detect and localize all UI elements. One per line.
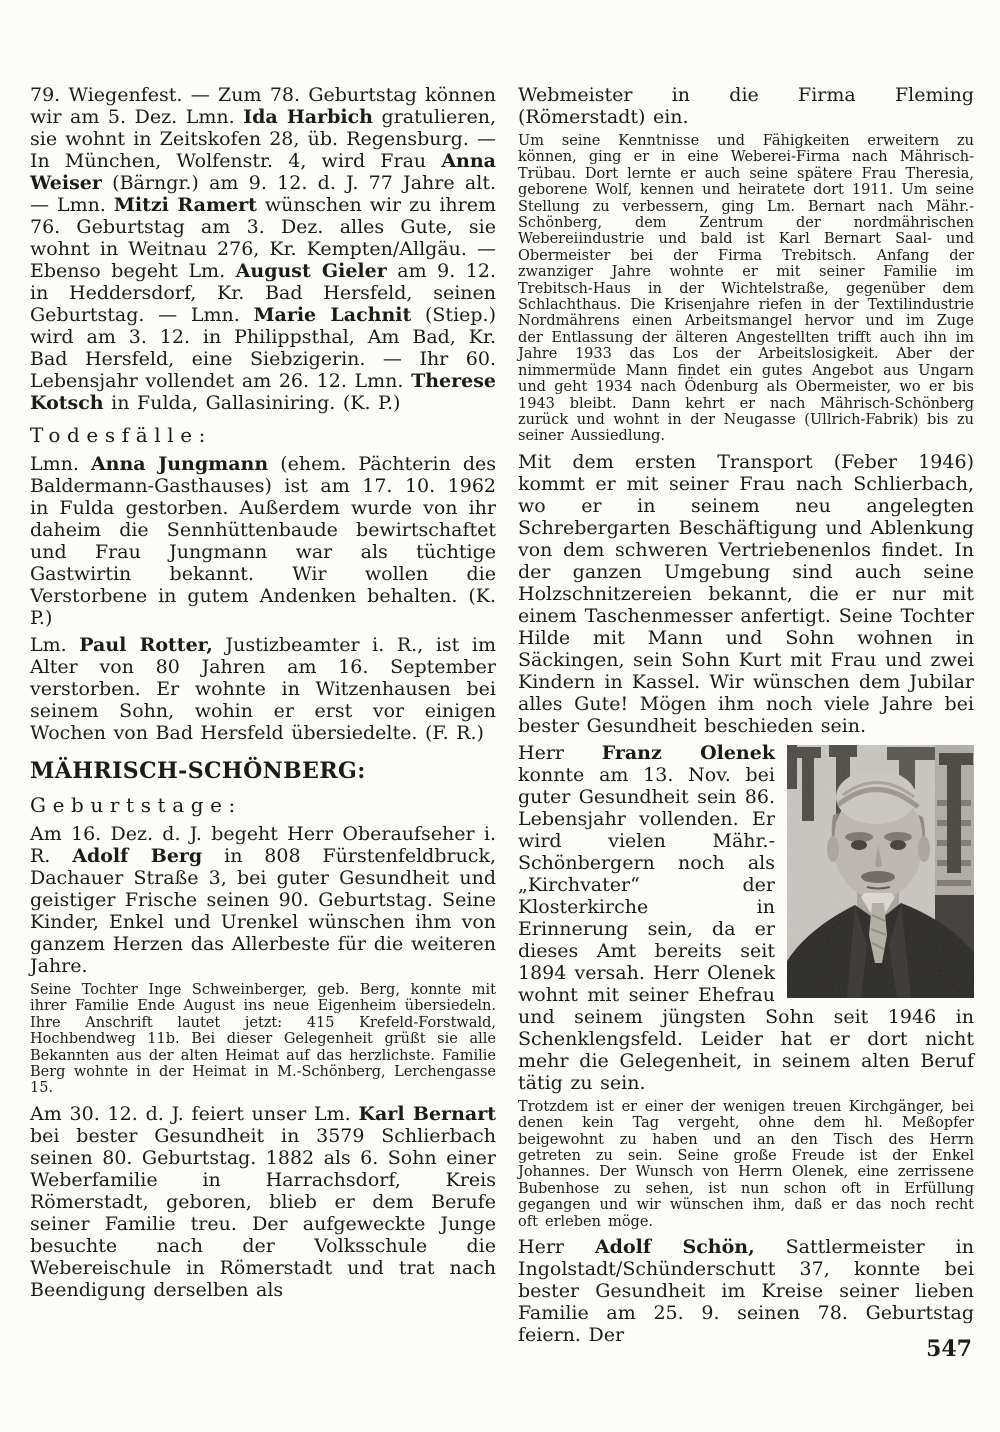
subsection-heading — [30, 793, 496, 817]
paragraph — [30, 453, 496, 629]
text-run: Geburtstage: — [30, 793, 242, 817]
text-run: Todesfälle: — [30, 423, 213, 447]
text-run: Lm. — [30, 634, 80, 656]
text-run: Webmeister in die Firma Fleming (Römerstadt) ein. — [518, 84, 974, 128]
text-run: am 9. 12. in Heddersdorf, Kr. Bad Hersfeld, seinen Geburtstag. — Lmn. — [30, 260, 496, 326]
text-run: MÄHRISCH-SCHÖNBERG: — [30, 758, 366, 784]
text-run: konnte am 13. Nov. bei guter Gesundheit sein 86. Lebensjahr vollenden. Er wird vielen Mähr.-Schönbergern noch als „Kirchvater“ der Klosterkirche in Erinnerung sein, da er dieses Amt bereits seit 1894 versah. Herr Olenek wohnt mit seiner Ehefrau und seinem jüngsten Sohn seit 1946 in Schenklengsfeld. Leider hat er dort nicht mehr die Gelegenheit, in seinem alten Beruf tätig zu sein. — [518, 763, 974, 1094]
person-name: Adolf Schön, — [594, 1235, 755, 1258]
text-run: Herr — [518, 741, 602, 764]
text-run: Am 16. Dez. d. J. begeht Herr Oberaufseher i. R. — [30, 823, 496, 867]
paragraph — [518, 1236, 974, 1346]
person-name: Paul Rotter, — [79, 634, 213, 656]
person-name: August Gieler — [235, 260, 387, 282]
portrait-photo — [787, 745, 974, 998]
paragraph — [30, 84, 496, 414]
paragraph — [30, 982, 496, 1097]
text-run: Herr — [518, 1235, 595, 1258]
text-run: Lmn. — [30, 453, 91, 475]
paragraph — [518, 133, 974, 445]
person-name: Franz Olenek — [601, 741, 775, 764]
subsection-heading — [30, 423, 496, 447]
text-run: wünschen wir zu ihrem 76. Geburtstag am 3. Dez. alles Gute, sie wohnt in Weitnau 276, Kr. Kempten/Allgäu. — Ebenso begeht Lm. — [30, 194, 496, 282]
text-run: Sattlermeister in Ingolstadt/Schünderschutt 37, konnte bei bester Gesundheit im Kreise seiner lieben Familie am 25. 9. seinen 78. Geburtstag feiern. Der — [518, 1235, 974, 1346]
paragraph — [30, 1103, 496, 1301]
text-run: in 808 Fürstenfeldbruck, Dachauer Straße 3, bei guter Gesundheit und geistiger Frische seinen 90. Geburtstag. Seine Kinder, Enkel und Urenkel wünschen ihm von ganzem Herzen das Allerbeste für die weiteren Jahre. — [30, 845, 497, 977]
paragraph — [30, 823, 496, 977]
text-run: 79. Wiegenfest. — Zum 78. Geburtstag können wir am 5. Dez. Lmn. — [30, 84, 496, 128]
text-run: Mit dem ersten Transport (Feber 1946) kommt er mit seiner Frau nach Schlierbach, wo er in seinem neu angelegten Schrebergarten Beschäftigung und Ablenkung von dem schweren Vertriebenenlos findet. In der ganzen Umgebung sind auch seine Holzschnitzereien bekannt, die er nur mit einem Taschenmesser anfertigt. Seine Tochter Hilde mit Mann und Sohn wohnen in Säckingen, sein Sohn Kurt mit Frau und zwei Kindern in Kassel. Wir wünschen dem Jubilar alles Gute! Mögen ihm noch viele Jahre bei bester Gesundheit beschieden sein. — [518, 450, 974, 737]
text-run: Am 30. 12. d. J. feiert unser Lm. — [30, 1102, 359, 1125]
left-column — [30, 84, 496, 1351]
text-run: (ehem. Pächterin des Baldermann-Gasthauses) ist am 17. 10. 1962 in Fulda gestorben. Außerdem wurde von ihr daheim die Sennhüttenbaude bewirtschaftet und Frau Jungmann war als tüchtige Gastwirtin bekannt. Wir wollen die Verstorbene in gutem Andenken behalten. (K. P.) — [30, 453, 496, 629]
paragraph — [518, 1099, 974, 1230]
person-name: Adolf Berg — [72, 845, 203, 867]
page-number: 547 — [926, 1336, 972, 1362]
text-run: in Fulda, Gallasiniring. (K. P.) — [103, 392, 401, 414]
section-heading — [30, 758, 496, 784]
person-name: Marie Lachnit — [253, 304, 412, 326]
text-run: gratulieren, sie wohnt in Zeitskofen 28, üb. Regensburg. — In München, Wolfenstr. 4, wird Frau — [30, 106, 496, 172]
text-run: Um seine Kenntnisse und Fähigkeiten erweitern zu können, ging er in eine Weberei-Firma nach Mährisch-Trübau. Dort lernte er auch seine spätere Frau Theresia, geborene Wolf, kennen und heiratete dort 1911. Um seine Stellung zu verbessern, ging Lm. Bernart nach Mähr.-Schönberg, dem Zentrum der nordmährischen Webereiindustrie und bald ist Karl Bernart Saal- und Obermeister bei der Firma Trebitsch. Anfang der zwanziger Jahre wohnte er mit seiner Familie im Trebitsch-Haus in der Wichtelstraße, gegenüber dem Schlachthaus. Die Krisenjahre riefen in der Textilindustrie Nordmährens einen Arbeitsmangel hervor und im Zuge der Entlassung der älteren Angestellten trifft auch ihn im Jahre 1933 das Los der Arbeitslosigkeit. Aber der nimmermüde Mann findet ein gutes Angebot aus Ungarn und geht 1934 nach Ödenburg als Obermeister, wo er bis 1943 bleibt. Dann kehrt er nach Mährisch-Schönberg zurück und wohnt in der Neugasse (Ullrich-Fabrik) bis zu seiner Aussiedlung. — [518, 133, 974, 445]
portrait-photo-illustration — [787, 745, 974, 998]
text-run: Justizbeamter i. R., ist im Alter von 80 Jahren am 16. September verstorben. Er wohnte in Witzenhausen bei seinem Sohn, wohin er erst vor einigen Wochen von Bad Hersfeld übersiedelte. (F. R.) — [30, 634, 496, 744]
text-run: (Stiep.) wird am 3. 12. in Philippsthal, Am Bad, Kr. Bad Hersfeld, eine Siebzigerin. — Ihr 60. Lebensjahr vollendet am 26. 12. Lmn. — [30, 304, 497, 392]
right-column — [518, 84, 974, 1351]
paragraph — [518, 84, 974, 128]
text-run: Seine Tochter Inge Schweinberger, geb. Berg, konnte mit ihrer Familie Ende August ins neue Eigenheim übersiedeln. Ihre Anschrift lautet jetzt: 415 Krefeld-Forstwald, Hochbendweg 11b. Bei dieser Gelegenheit grüßt sie alle Bekannten aus der alten Heimat auf das herzlichste. Familie Berg wohnte in der Heimat in M.-Schönberg, Lerchengasse 15. — [30, 982, 496, 1097]
person-name: Therese Kotsch — [30, 370, 496, 414]
person-name: Mitzi Ramert — [113, 194, 257, 216]
person-name: Karl Bernart — [358, 1102, 496, 1125]
paragraph — [518, 451, 974, 737]
text-run: bei bester Gesundheit in 3579 Schlierbach seinen 80. Geburtstag. 1882 als 6. Sohn einer Weberfamilie in Harrachsdorf, Kreis Römerstadt, geboren, blieb er dem Berufe seiner Familie treu. Der aufgeweckte Junge besuchte nach der Volksschule die Webereischule in Römerstadt und trat nach Beendigung derselben als — [30, 1124, 496, 1301]
person-name: Ida Harbich — [243, 106, 373, 128]
paragraph — [30, 634, 496, 744]
text-run: Trotzdem ist er einer der wenigen treuen Kirchgänger, bei denen kein Tag vergeht, ohne dem hl. Meßopfer beigewohnt zu haben und an den Tisch des Herrn getreten zu sein. Seine große Freude ist der Enkel Johannes. Der Wunsch von Herrn Olenek, eine zerrissene Bubenhose zu sehen, ist nun schon oft in Erfüllung gegangen und wir wünschen ihm, daß er das noch recht oft erleben möge. — [518, 1098, 974, 1230]
text-run: (Bärngr.) am 9. 12. d. J. 77 Jahre alt. — Lmn. — [30, 172, 496, 216]
person-name: Anna Jungmann — [90, 453, 269, 475]
person-name: Anna Weiser — [30, 150, 496, 194]
